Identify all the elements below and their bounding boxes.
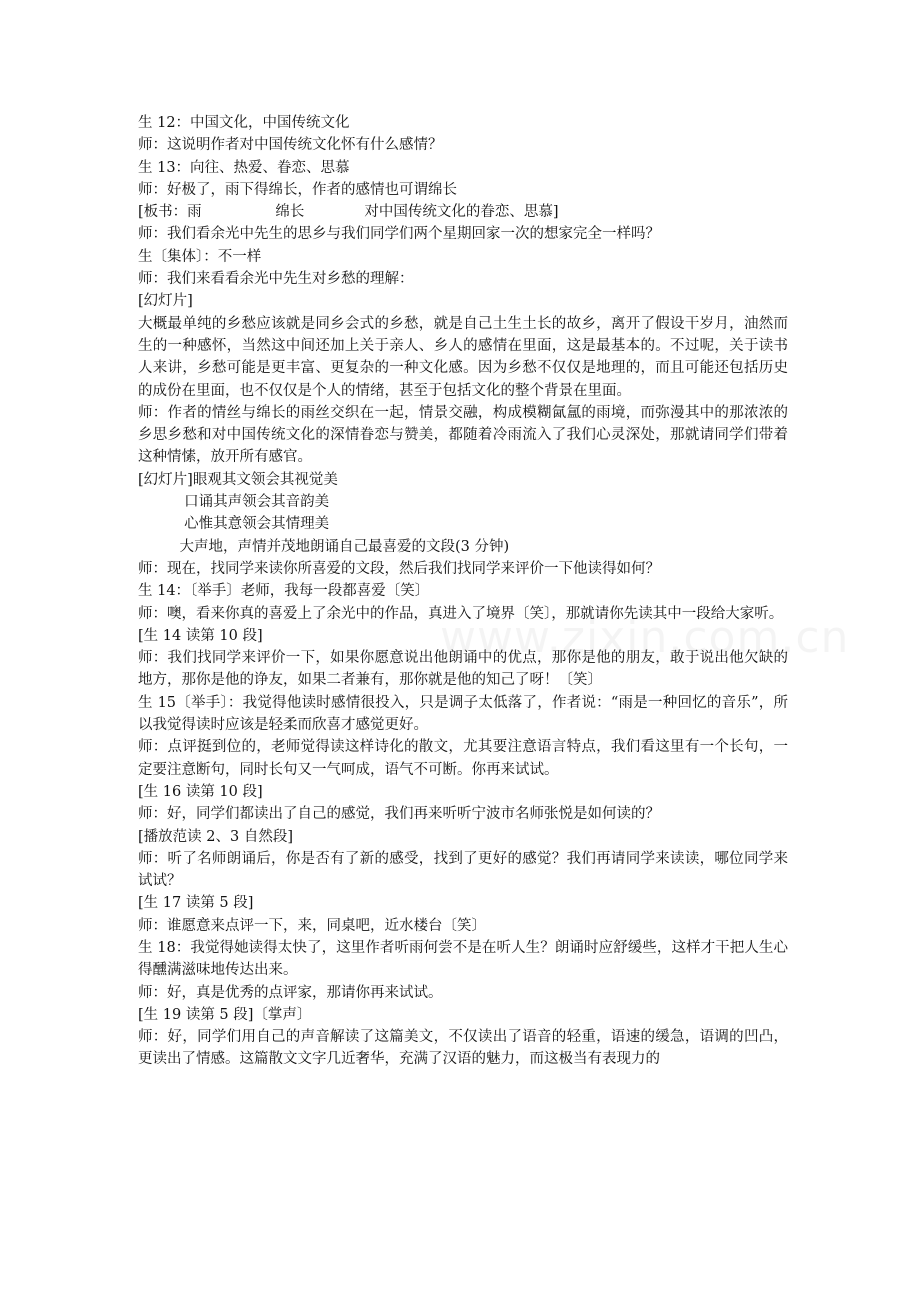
- text-line: 心惟其意领会其情理美: [138, 516, 330, 533]
- text-line: [板书：雨 绵长 对中国传统文化的眷恋、思慕]: [138, 204, 559, 221]
- paragraph: 生 15〔举手〕：我觉得他读时感情很投入，只是调子太低落了，作者说：“雨是一种回忆的音乐”，所以我觉得读时应该是轻柔而欣喜才感觉更好。: [138, 694, 788, 734]
- text-line: [生 19 读第 5 段]〔掌声〕: [138, 1006, 312, 1023]
- paragraph: 师：噢，看来你真的喜爱上了余光中的作品，真进入了境界〔笑〕，那就请你先读其中一段给大家听。: [138, 605, 784, 622]
- text-line: 师：我们看余光中先生的思乡与我们同学们两个星期回家一次的想家完全一样吗？: [138, 226, 660, 243]
- paragraph: 师：我们找同学来评价一下，如果你愿意说出他朗诵中的优点，那你是他的朋友，敢于说出他欠缺的地方，那你是他的诤友，如果二者兼有，那你就是他的知己了呀！〔笑〕: [138, 650, 788, 689]
- text-line: 师：我们来看看余光中先生对乡愁的理解：: [138, 271, 414, 288]
- text-line: 师：谁愿意来点评一下，来，同桌吧，近水楼台〔笑〕: [138, 917, 486, 934]
- text-line: 师：好，同学们都读出了自己的感觉，我们再来听听宁波市名师张悦是如何读的？: [138, 806, 660, 823]
- text-line: 师：好，真是优秀的点评家，那请你再来试试。: [138, 984, 443, 1001]
- text-line: 师：现在，找同学来读你所喜爱的文段，然后我们找同学来评价一下他读得如何？: [138, 560, 660, 577]
- text-line: 口诵其声领会其音韵美: [138, 494, 330, 511]
- text-line: 生 12：中国文化，中国传统文化: [138, 115, 350, 131]
- paragraph: 生 18：我觉得她读得太快了，这里作者听雨何尝不是在听人生？朗诵时应舒缓些，这样才干把人生心得醺满滋味地传达出来。: [138, 939, 788, 979]
- text-line: [幻灯片]: [138, 293, 193, 310]
- document-body: [138, 112, 788, 1071]
- text-line: [生 16 读第 10 段]: [138, 783, 263, 800]
- paragraph: 师：作者的情丝与绵长的雨丝交织在一起，情景交融，构成模糊氤氲的雨境，而弥漫其中的那浓浓的乡思乡愁和对中国传统文化的深情眷恋与赞美，都随着冷雨流入了我们心灵深处，那就请同学们带着这种情愫，放开所有感官。: [138, 404, 788, 466]
- text-line: 生 13：向往、热爱、眷恋、思慕: [138, 159, 350, 176]
- text-line: [生 17 读第 5 段]: [138, 895, 254, 912]
- paragraph: 大概最单纯的乡愁应该就是同乡会式的乡愁，就是自己土生土长的故乡，离开了假设干岁月，油然而生的一种感怀，当然这中间还加上关于亲人、乡人的感情在里面，这是最基本的。不过呢，关于读书人来讲，乡愁可能是更丰富、更复杂的一种文化感。因为乡愁不仅仅是地理的，而且可能还包括历史的成份在里面，也不仅仅是个人的情绪，甚至于包括文化的整个背景在里面。: [138, 315, 788, 399]
- text-line: 师：好极了，雨下得绵长，作者的感情也可谓绵长: [138, 181, 457, 198]
- text-line: 师：这说明作者对中国传统文化怀有什么感情？: [138, 137, 443, 154]
- paragraph: 师：好，同学们用自己的声音解读了这篇美文，不仅读出了语音的轻重，语速的缓急，语调的凹凸，更读出了情感。这篇散文文字几近奢华，充满了汉语的魅力，而这极当有表现力的: [138, 1029, 788, 1068]
- text-line: 生〔集体〕：不一样: [138, 248, 262, 265]
- text-line: [生 14 读第 10 段]: [138, 627, 263, 644]
- text-line: 生 14：〔举手〕老师，我每一段都喜爱〔笑〕: [138, 583, 430, 600]
- text-line: [幻灯片]眼观其文领会其视觉美: [138, 471, 338, 488]
- paragraph: 师：点评挺到位的，老师觉得读这样诗化的散文，尤其要注意语言特点，我们看这里有一个长句，一定要注意断句，同时长句又一气呵成，语气不可断。你再来试试。: [138, 739, 788, 778]
- text-line: 大声地，声情并茂地朗诵自己最喜爱的文段(3 分钟): [138, 538, 510, 555]
- paragraph: 师：听了名师朗诵后，你是否有了新的感受，找到了更好的感觉？我们再请同学来读读，哪位同学来试试？: [138, 850, 788, 890]
- text-line: [播放范读 2、3 自然段]: [138, 828, 293, 845]
